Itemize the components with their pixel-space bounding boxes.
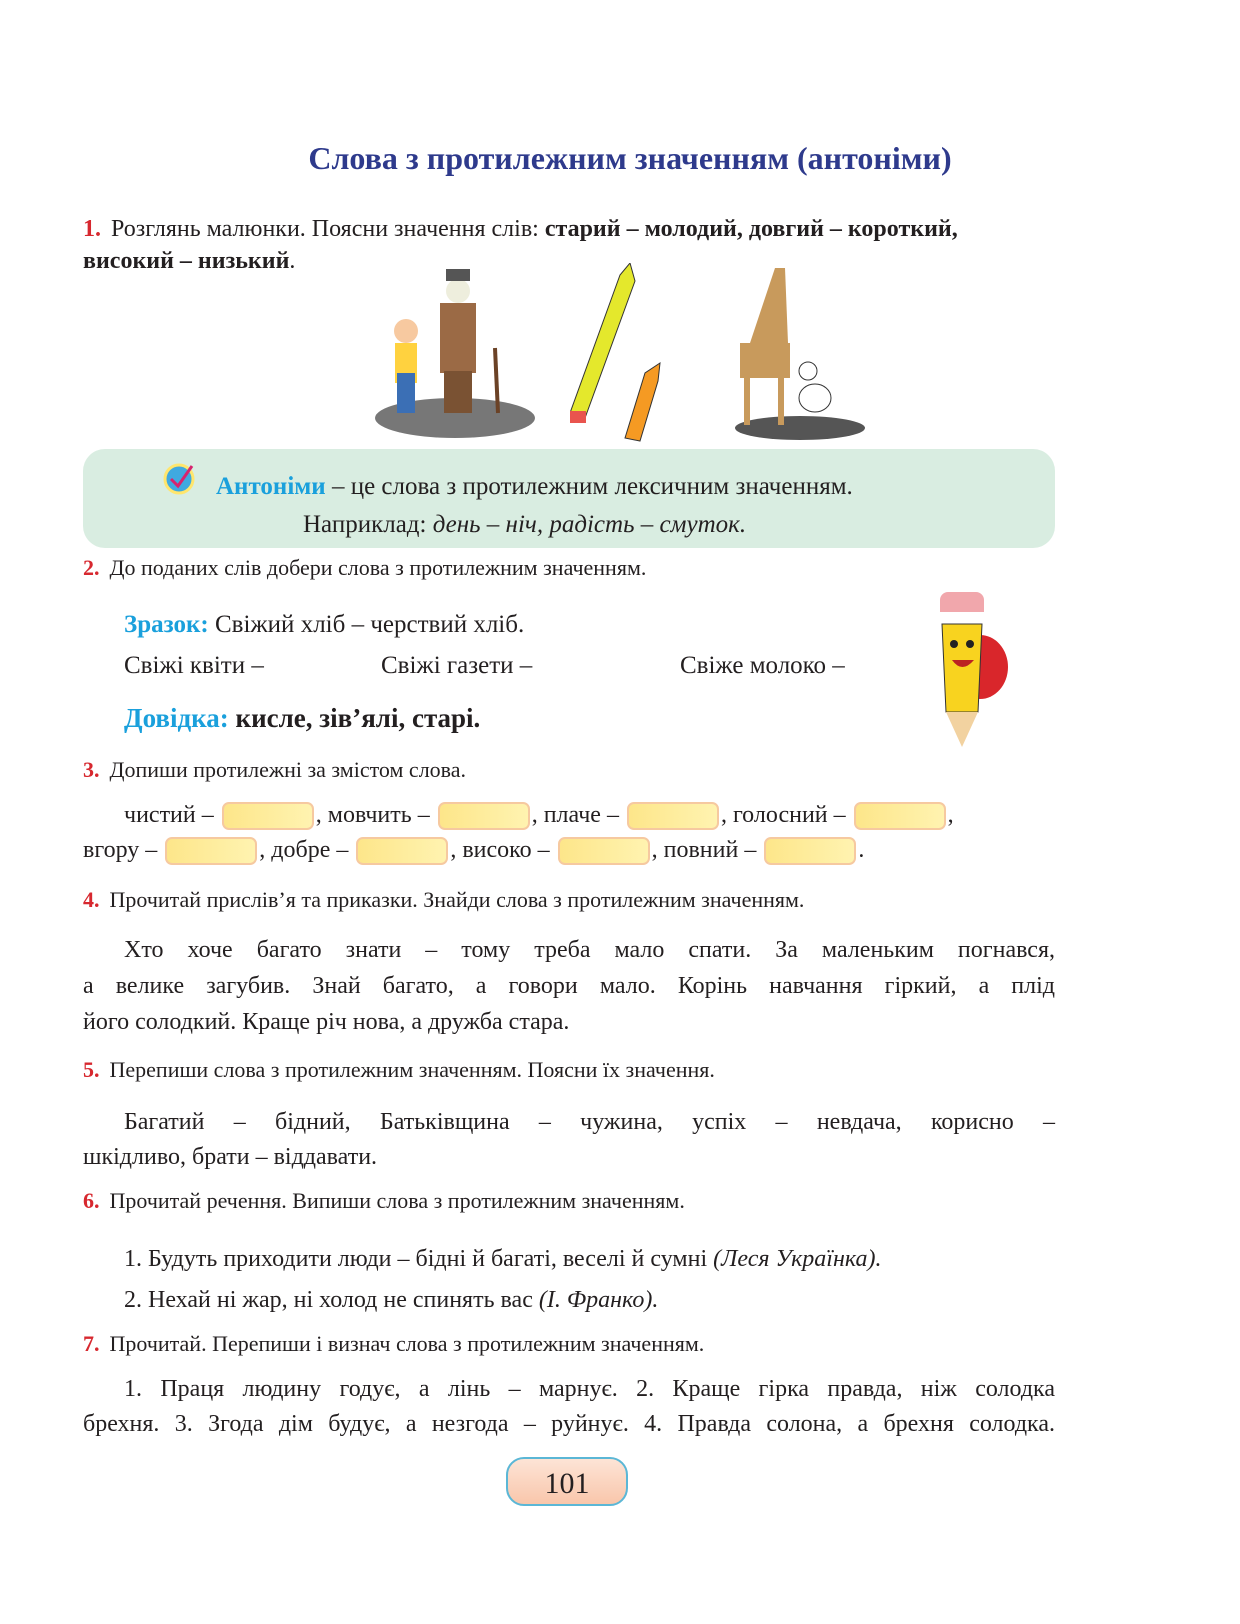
task-5-line: шкідливо, брати – віддавати. bbox=[83, 1144, 378, 1170]
task-2: 2. До поданих слів добери слова з протилежним значенням. bbox=[83, 555, 647, 580]
page-number: 101 bbox=[506, 1457, 628, 1506]
task-3-row: чистий – , мовчить – , плаче – , голосний – , bbox=[124, 800, 954, 830]
answer-field[interactable] bbox=[558, 837, 650, 865]
answer-field[interactable] bbox=[764, 837, 856, 865]
task-4-line: його солодкий. Краще річ нова, а дружба стара. bbox=[83, 1009, 570, 1035]
answer-field[interactable] bbox=[854, 802, 946, 830]
task-2-hint: Довідка: кисле, зів’ялі, старі. bbox=[124, 703, 481, 733]
task-7: 7. Прочитай. Перепиши і визнач слова з протилежним значенням. bbox=[83, 1331, 705, 1356]
task-4-line: Хто хоче багато знати – тому треба мало спати. За маленьким погнався, bbox=[124, 937, 1055, 963]
task-2-item: Свіжі газети – bbox=[381, 652, 533, 679]
task-4-line: а велике загубив. Знай багато, а говори мало. Корінь навчання гіркий, а плід bbox=[83, 973, 1055, 999]
task-7-line: 1. Праця людину годує, а лінь – марнує. 2. Краще гірка правда, ніж солодка bbox=[124, 1376, 1055, 1402]
task-1: 1. Розглянь малюнки. Поясни значення слів: старий – молодий, довгий – короткий, bbox=[83, 216, 958, 242]
task-5-line: Багатий – бідний, Батьківщина – чужина, успіх – невдача, корисно – bbox=[124, 1109, 1055, 1135]
pencil-mascot-illustration bbox=[930, 582, 1010, 752]
task-2-sample: Зразок: Свіжий хліб – черствий хліб. bbox=[124, 611, 525, 638]
task-6: 6. Прочитай речення. Випиши слова з протилежним значенням. bbox=[83, 1188, 685, 1213]
task-3-row: вгору – , добре – , високо – , повний – . bbox=[83, 835, 864, 865]
task-7-line: брехня. 3. Згода дім будує, а незгода – руйнує. 4. Правда солона, а брехня солодка. bbox=[83, 1411, 1055, 1437]
task-2-item: Свіжі квіти – bbox=[124, 652, 264, 679]
task-6-sentence: 1. Будуть приходити люди – бідні й багаті, веселі й сумні (Леся Українка). bbox=[124, 1246, 882, 1272]
pencils-illustration bbox=[570, 263, 690, 443]
boy-and-old-man-illustration bbox=[370, 263, 540, 443]
answer-field[interactable] bbox=[627, 802, 719, 830]
task-5: 5. Перепиши слова з протилежним значенням. Поясни їх значення. bbox=[83, 1057, 715, 1082]
giraffe-and-dog-illustration bbox=[730, 263, 865, 443]
answer-field[interactable] bbox=[165, 837, 257, 865]
page-title: Слова з протилежним значенням (антоніми) bbox=[308, 140, 952, 176]
rule-example: Наприклад: день – ніч, радість – смуток. bbox=[303, 511, 747, 538]
answer-field[interactable] bbox=[356, 837, 448, 865]
task-6-sentence: 2. Нехай ні жар, ні холод не спинять вас (І. Франко). bbox=[124, 1287, 659, 1313]
task-1-cont: високий – низький. bbox=[83, 248, 296, 274]
checkmark-icon bbox=[162, 462, 196, 496]
task-3: 3. Допиши протилежні за змістом слова. bbox=[83, 757, 467, 782]
task-4: 4. Прочитай прислів’я та приказки. Знайди слова з протилежним значенням. bbox=[83, 887, 805, 912]
answer-field[interactable] bbox=[222, 802, 314, 830]
answer-field[interactable] bbox=[438, 802, 530, 830]
task-2-item: Свіже молоко – bbox=[680, 652, 845, 679]
rule-definition: Антоніми – це слова з протилежним лексичним значенням. bbox=[216, 473, 853, 500]
